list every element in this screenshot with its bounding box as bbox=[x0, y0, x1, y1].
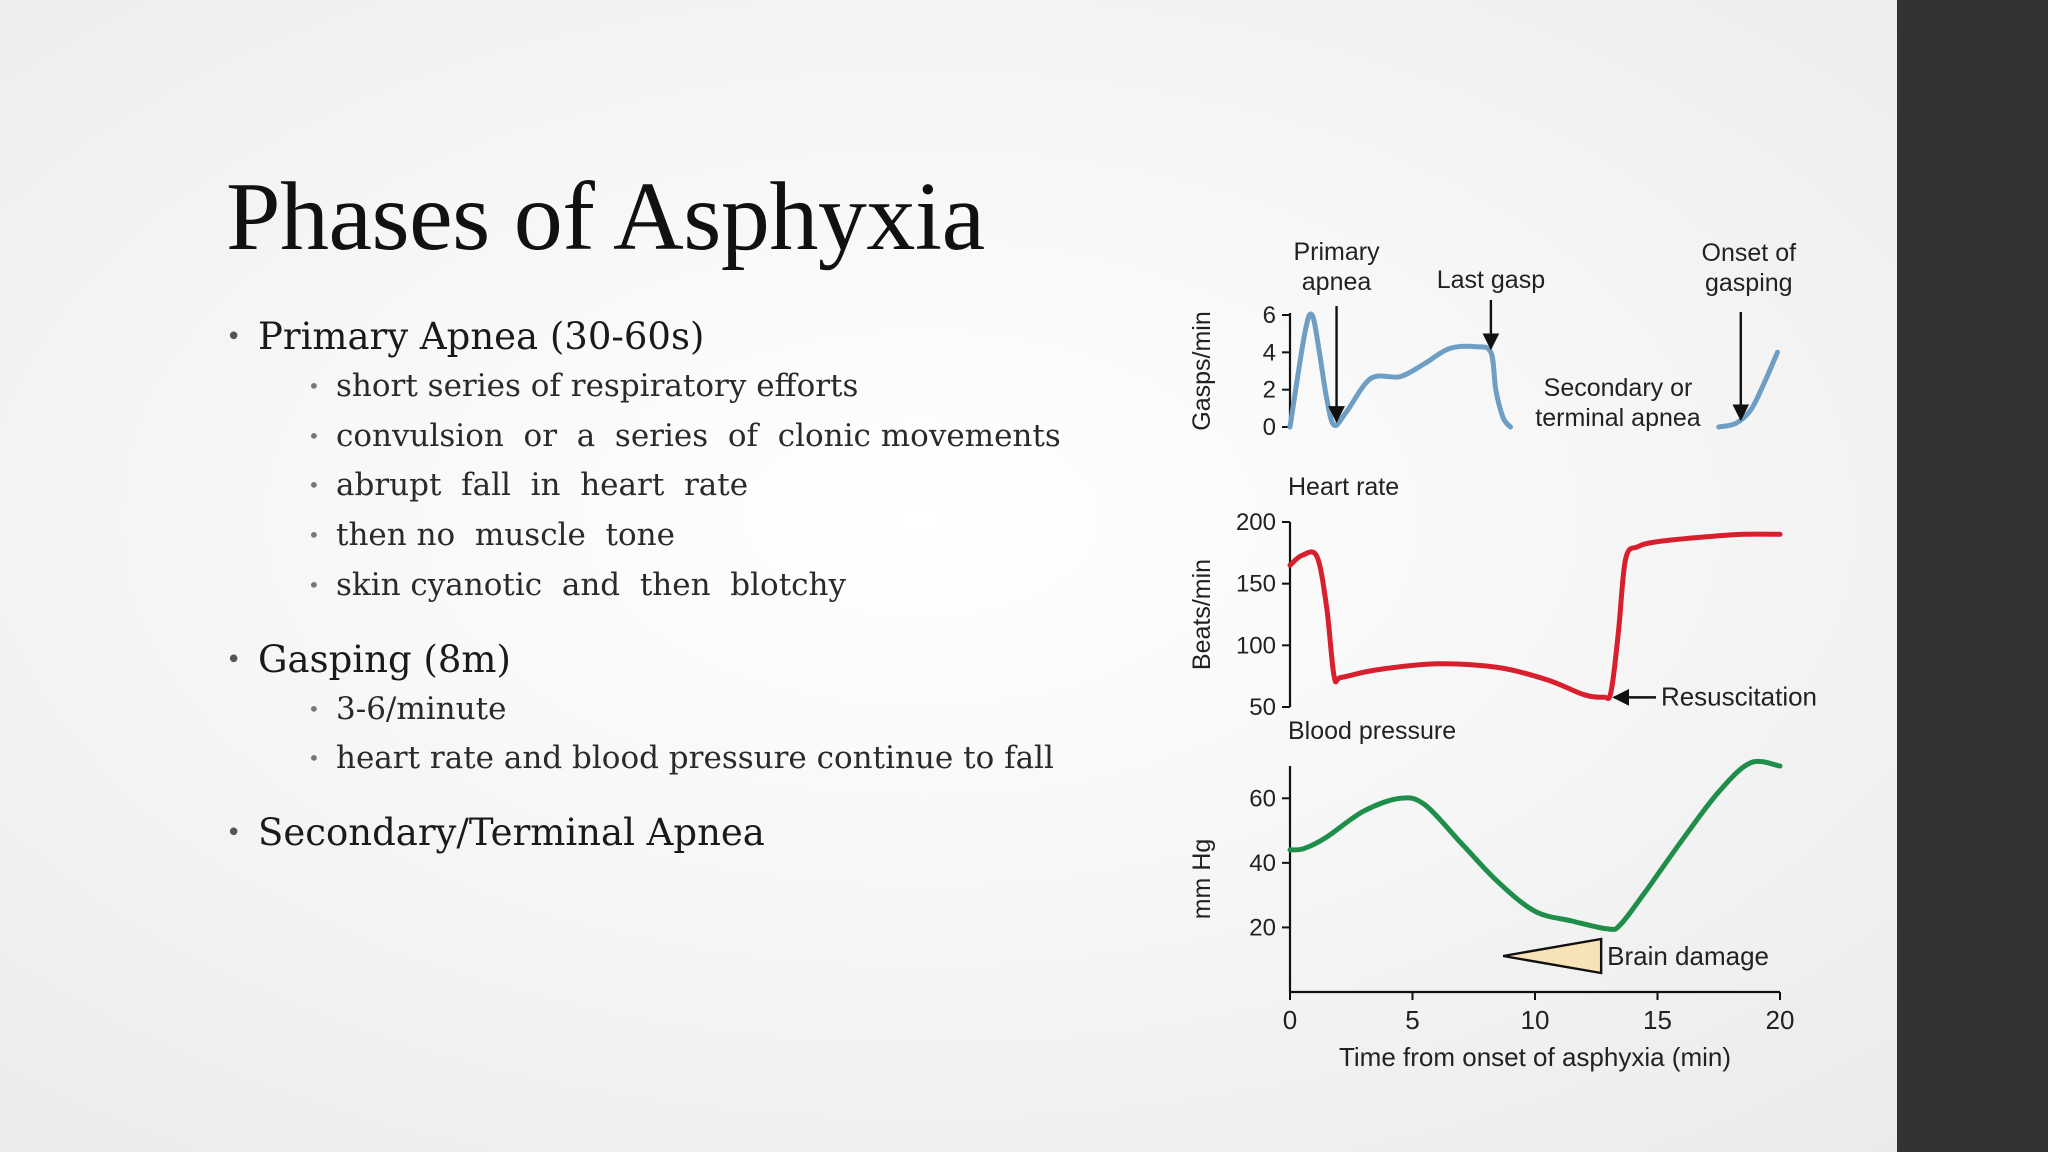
y-tick-label: 4 bbox=[1262, 339, 1276, 367]
sub-bullet bbox=[258, 734, 1086, 784]
bullet-dot-icon: • bbox=[308, 523, 320, 548]
bullet-primary-apnea bbox=[226, 312, 1086, 611]
y-tick-label: 60 bbox=[1249, 785, 1276, 813]
series-line bbox=[1290, 314, 1511, 427]
chart-title: Heart rate bbox=[1288, 473, 1400, 501]
y-tick-label: 50 bbox=[1249, 694, 1276, 721]
sub-bullet-text: short series of respiratory efforts bbox=[336, 368, 859, 404]
annotation-label: Primary bbox=[1293, 238, 1380, 266]
x-tick-label: 20 bbox=[1765, 1005, 1795, 1035]
bullet-list bbox=[226, 312, 1086, 882]
annotation-label: apnea bbox=[1301, 268, 1372, 296]
bullet-dot-icon: • bbox=[308, 572, 320, 597]
annotation-label: Resuscitation bbox=[1660, 681, 1818, 712]
sub-bullet-text: skin cyanotic and then blotchy bbox=[336, 566, 847, 603]
bullet-dot-icon: • bbox=[308, 696, 320, 721]
sub-bullet-text: abrupt fall in heart rate bbox=[336, 467, 749, 504]
y-tick-label: 40 bbox=[1249, 849, 1276, 877]
x-axis-label: Time from onset of asphyxia (min) bbox=[1338, 1042, 1732, 1072]
bullet-dot-icon: • bbox=[308, 473, 320, 498]
y-axis-label: Beats/min bbox=[1188, 558, 1216, 671]
x-tick-label: 10 bbox=[1520, 1005, 1550, 1035]
y-tick-label: 6 bbox=[1262, 302, 1276, 329]
annotation-label: Onset of bbox=[1701, 239, 1797, 267]
sub-bullet bbox=[258, 362, 1086, 412]
bullet-dot-icon: • bbox=[226, 644, 242, 675]
annotation-label: gasping bbox=[1705, 269, 1793, 297]
sub-bullet-list bbox=[258, 685, 1086, 784]
x-tick-label: 5 bbox=[1405, 1005, 1420, 1035]
sub-bullet-text: 3-6/minute bbox=[336, 690, 507, 727]
series-line bbox=[1719, 352, 1778, 427]
brain-damage-wedge bbox=[1503, 939, 1601, 973]
chart-title: Blood pressure bbox=[1288, 717, 1457, 745]
annotation-label: Brain damage bbox=[1607, 941, 1770, 971]
bullet-dot-icon: • bbox=[308, 746, 320, 771]
bullet-gasping bbox=[226, 635, 1086, 784]
annotation-label: terminal apnea bbox=[1535, 404, 1701, 432]
y-tick-label: 200 bbox=[1235, 509, 1276, 536]
y-axis-label: mm Hg bbox=[1188, 838, 1216, 920]
y-tick-label: 100 bbox=[1235, 632, 1276, 660]
bullet-dot-icon: • bbox=[226, 817, 242, 848]
y-tick-label: 150 bbox=[1235, 570, 1276, 598]
series-line bbox=[1290, 534, 1780, 698]
sub-bullet-text: heart rate and blood pressure continue to fall bbox=[336, 740, 1054, 777]
y-axis-label: Gasps/min bbox=[1188, 311, 1216, 431]
y-tick-label: 2 bbox=[1262, 376, 1276, 404]
bullet-text: Secondary/Terminal Apnea bbox=[258, 810, 765, 854]
bullet-secondary-apnea bbox=[226, 808, 1086, 858]
sub-bullet bbox=[258, 561, 1086, 611]
slide-title: Phases of Asphyxia bbox=[226, 163, 985, 271]
bullet-dot-icon: • bbox=[308, 423, 320, 448]
x-tick-label: 15 bbox=[1643, 1005, 1672, 1035]
sub-bullet-list bbox=[258, 362, 1086, 611]
bullet-dot-icon: • bbox=[308, 374, 320, 398]
blood-pressure-chart bbox=[1188, 717, 1794, 1072]
series-line bbox=[1290, 761, 1780, 929]
x-tick-label: 0 bbox=[1282, 1005, 1298, 1035]
side-bar bbox=[1897, 0, 2048, 1152]
gasps-chart bbox=[1188, 238, 1796, 441]
heart-rate-chart bbox=[1188, 473, 1817, 721]
sub-bullet bbox=[258, 461, 1086, 511]
bullet-dot-icon: • bbox=[226, 322, 242, 352]
y-tick-label: 0 bbox=[1262, 414, 1276, 441]
annotation-label: Last gasp bbox=[1436, 266, 1546, 294]
bullet-text: Gasping (8m) bbox=[258, 637, 511, 681]
sub-bullet bbox=[258, 685, 1086, 735]
annotation-label: Secondary or bbox=[1543, 374, 1693, 402]
sub-bullet-text: convulsion or a series of clonic movements bbox=[336, 417, 1061, 454]
sub-bullet bbox=[258, 511, 1086, 561]
sub-bullet bbox=[258, 412, 1086, 462]
y-tick-label: 20 bbox=[1249, 914, 1276, 942]
sub-bullet-text: then no muscle tone bbox=[336, 517, 675, 554]
asphyxia-figure bbox=[1180, 220, 1840, 1080]
bullet-text: Primary Apnea (30-60s) bbox=[258, 315, 705, 358]
